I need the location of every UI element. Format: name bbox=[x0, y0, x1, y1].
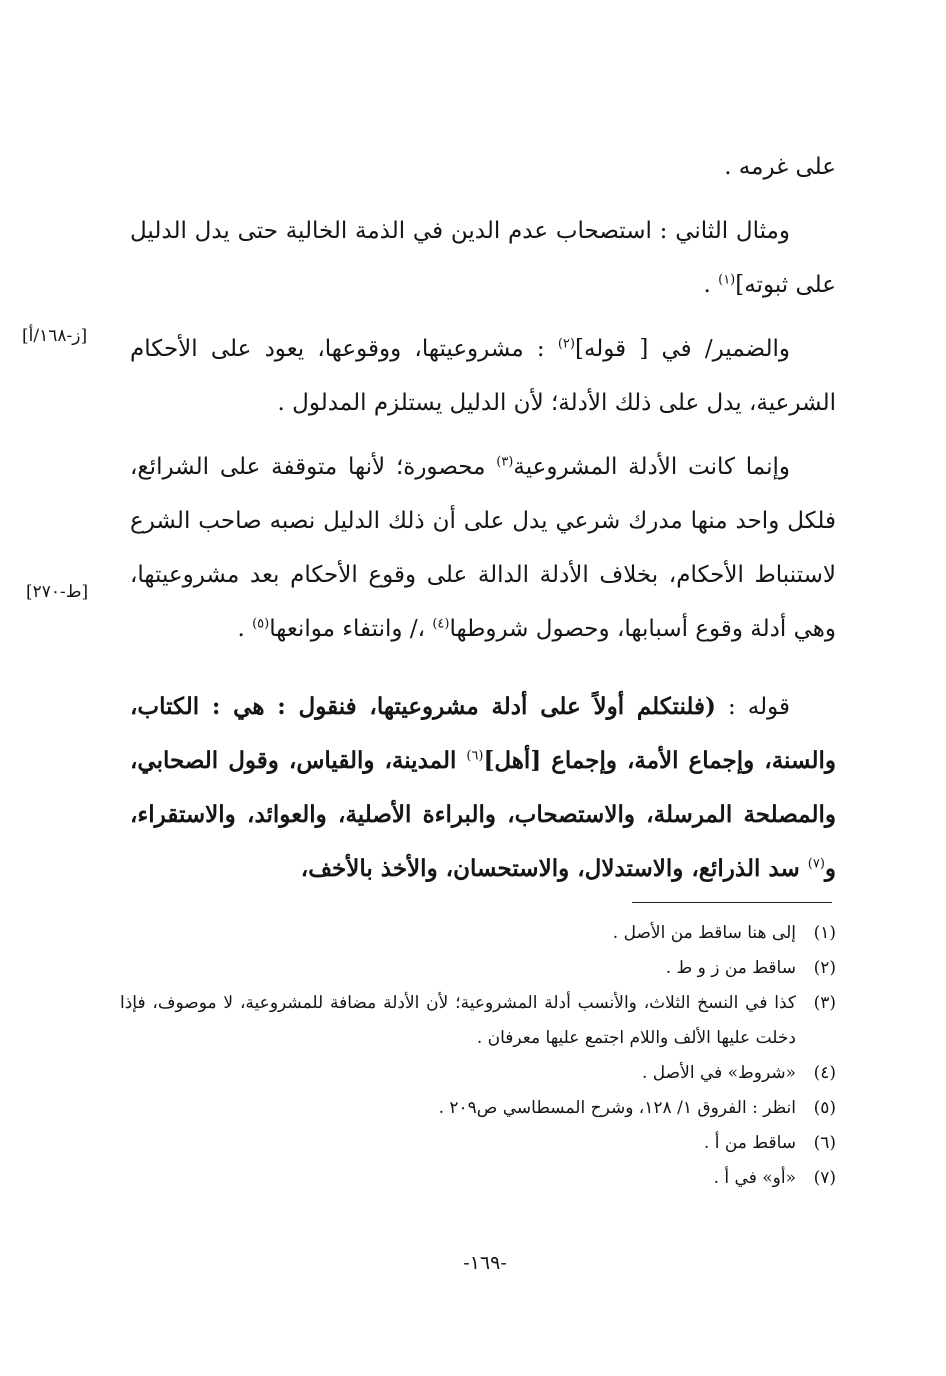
footnote-number: (٢) bbox=[813, 958, 836, 978]
footnote-number: (١) bbox=[813, 923, 836, 943]
footnote-number: (٥) bbox=[813, 1098, 836, 1118]
footnote-ref-3[interactable]: (٣) bbox=[496, 454, 514, 470]
footnote-number: (٧) bbox=[813, 1168, 836, 1188]
footnote-number: (٣) bbox=[813, 993, 836, 1013]
footnote-text: ساقط من أ . bbox=[703, 1133, 796, 1153]
footnote-number: (٤) bbox=[813, 1063, 836, 1083]
paragraph-2: ومثال الثاني : استصحاب عدم الدين في الذمة الخالية حتى يدل الدليل على ثبوته]$^{(١)}$ . bbox=[130, 218, 836, 298]
paragraph-5: قوله : (فلنتكلم أولاً على أدلة مشروعيتها، فنقول : هي : الكتاب، والسنة، وإجماع الأمة، وإجماع [أهل]$^{(٦)}$ المدينة، والقياس، وقول الصحابي، والمصلحة المرسلة، والاستصحاب، والبراءة الأصلية، والعوائد، والاستقراء، و$^{(٧)}$ سد الذرائع، والاستدلال، والاستحسان، والأخذ بالأخف، bbox=[130, 693, 836, 882]
margin-note-t: [ط-٢٧٠] bbox=[26, 582, 89, 602]
footnote-text: انظر : الفروق ١/ ١٢٨، وشرح المسطاسي ص٢٠٩ . bbox=[438, 1098, 796, 1118]
footnotes bbox=[120, 916, 836, 1196]
paragraph-1: على غرمه . bbox=[724, 154, 836, 180]
footnote-ref-4[interactable]: (٤) bbox=[432, 616, 450, 632]
footnote-ref-6[interactable]: (٦) bbox=[466, 748, 484, 764]
footnote-4 bbox=[120, 1056, 836, 1091]
footnote-text: «أو» في أ . bbox=[713, 1168, 796, 1188]
main-text bbox=[130, 140, 836, 896]
footnote-1 bbox=[120, 916, 836, 951]
footnote-2 bbox=[120, 951, 836, 986]
page-number: -١٦٩- bbox=[463, 1252, 507, 1274]
footnote-divider bbox=[632, 902, 832, 903]
footnote-3 bbox=[120, 986, 836, 1056]
paragraph-3: والضمير/ في [ قوله]$^{(٢)}$ : مشروعيتها، ووقوعها، يعود على الأحكام الشرعية، يدل على ذلك الأدلة؛ لأن الدليل يستلزم المدلول . bbox=[130, 336, 836, 416]
footnote-7 bbox=[120, 1161, 836, 1196]
footnote-6 bbox=[120, 1126, 836, 1161]
footnote-ref-5[interactable]: (٥) bbox=[252, 616, 270, 632]
footnote-text: إلى هنا ساقط من الأصل . bbox=[612, 923, 796, 943]
paragraph-4: وإنما كانت الأدلة المشروعية$^{(٣)}$ محصورة؛ لأنها متوقفة على الشرائع، فلكل واحد منها مدرك شرعي يدل على أن ذلك الدليل نصبه صاحب الشرع لاستنباط الأحكام، بخلاف الأدلة الدالة على وقوع الأحكام بعد مشروعيتها، وهي أدلة وقوع أسبابها، وحصول شروطها$^{(٤)}$ ،/ وانتفاء موانعها$^{(٥)}$ . bbox=[130, 454, 836, 642]
footnote-ref-1[interactable]: (١) bbox=[718, 272, 736, 288]
footnote-text: ساقط من ز و ط . bbox=[665, 958, 796, 978]
margin-note-z: [ز-١٦٨/أ] bbox=[22, 326, 88, 346]
footnote-ref-7[interactable]: (٧) bbox=[807, 856, 825, 872]
footnote-text: «شروط» في الأصل . bbox=[642, 1063, 796, 1083]
footnote-ref-2[interactable]: (٢) bbox=[557, 336, 575, 352]
footnote-text: كذا في النسخ الثلاث، والأنسب أدلة المشروعية؛ لأن الأدلة مضافة للمشروعية، لا موصوف، فإذا دخلت عليها الألف واللام اجتمع عليها معرفان . bbox=[120, 993, 796, 1048]
footnote-number: (٦) bbox=[813, 1133, 836, 1153]
footnote-5 bbox=[120, 1091, 836, 1126]
